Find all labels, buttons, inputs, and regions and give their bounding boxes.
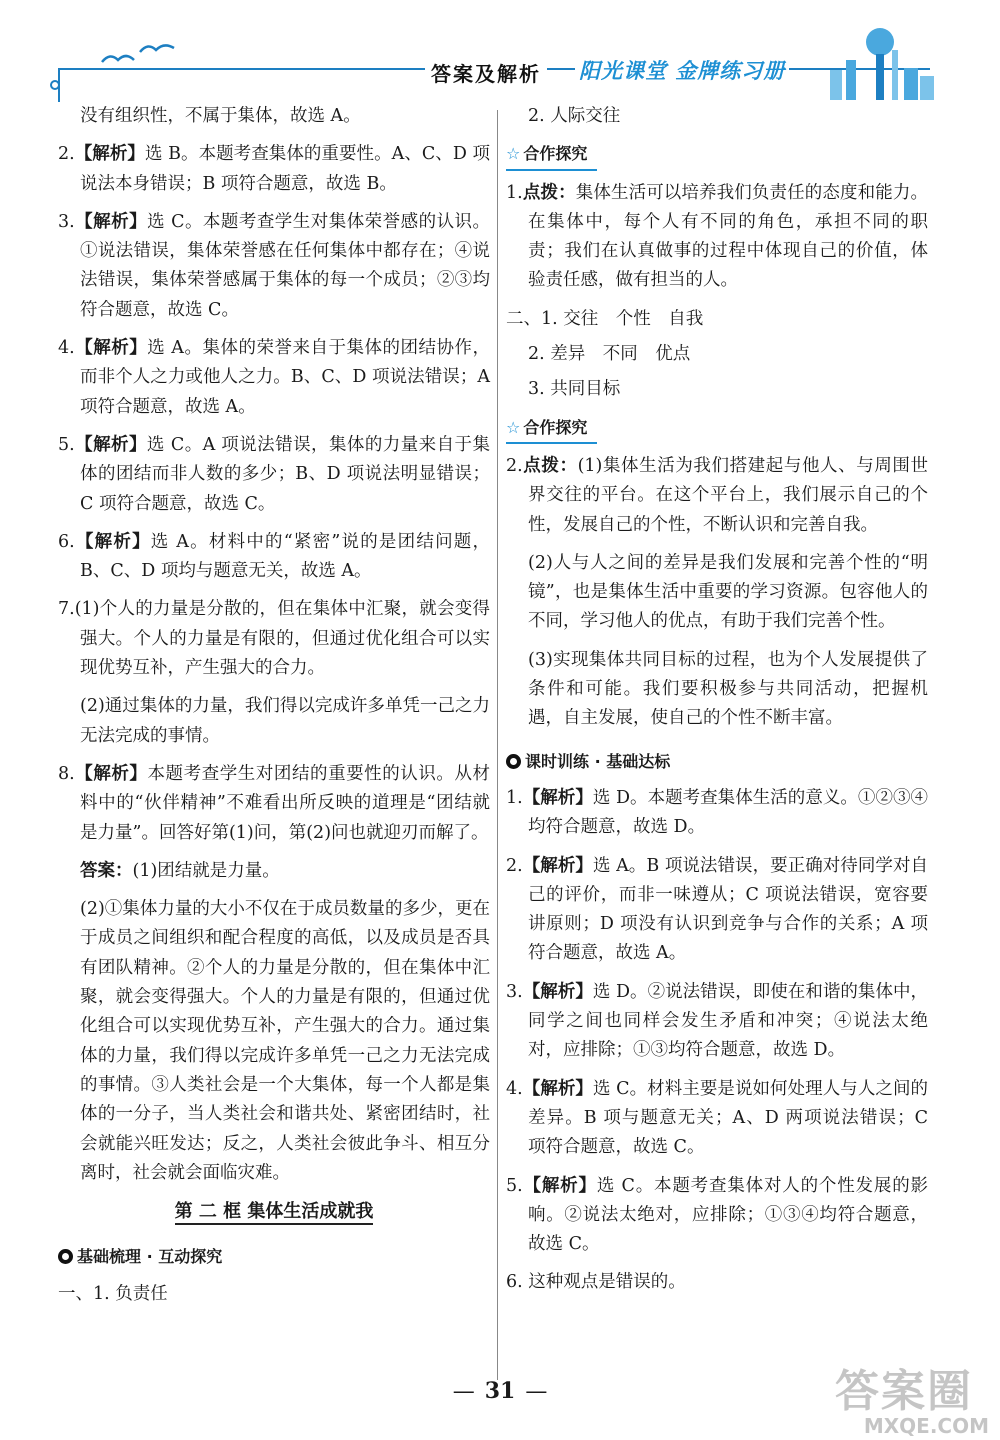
drill-item-3 — [506, 978, 928, 1066]
column-divider — [497, 110, 498, 1380]
hint-tag: 点拨： — [522, 455, 578, 476]
item-text: 选 C。本题考查学生对集体荣誉感的认识。①说法错误，集体荣誉感在任何集体中都存在；④说法错误，集体荣誉感属于集体的每一个成员；②③均符合题意，故选 C。 — [80, 211, 491, 320]
star-icon: ☆ — [506, 144, 521, 164]
answer-label: 答案： — [80, 860, 133, 881]
analysis-tag: 【解析】 — [522, 1175, 597, 1196]
continued-text: 没有组织性，不属于集体，故选 A。 — [80, 106, 361, 126]
analysis-tag: 【解析】 — [74, 763, 148, 784]
item-number: 5. — [506, 1175, 523, 1196]
item-number: 4. — [58, 338, 75, 359]
hint-2-part-2: (2)人与人之间的差异是我们发展和完善个性的“明镜”，也是集体生活中重要的学习资源。包容他人的不同，学习他人的优点，有助于我们完善个性。 — [528, 552, 928, 632]
item-number: 1. — [506, 787, 523, 808]
answer-item-6 — [58, 528, 490, 587]
analysis-tag: 【解析】 — [74, 434, 147, 455]
page-number: — 31 — — [0, 1378, 1000, 1404]
analysis-tag: 【解析】 — [74, 211, 148, 232]
item-number: 2. — [58, 144, 75, 165]
item-text: 选 B。本题考查集体的重要性。A、C、D 项说法本身错误；B 项符合题意，故选 B。 — [80, 144, 490, 194]
item-number: 6. — [58, 531, 75, 552]
header-brand: 阳光课堂 金牌练习册 — [575, 55, 789, 85]
item-text: 选 C。本题考查集体对人的个性发展的影响。②说法太绝对，应排除；①③④均符合题意，故选 C。 — [528, 1175, 929, 1255]
item-number: 7. — [58, 599, 75, 620]
answer-item-7-part-2: (2)通过集体的力量，我们得以完成许多单凭一己之力无法完成的事情。 — [80, 696, 490, 746]
badge-icon — [506, 754, 521, 769]
section-badge: 课时训练 · 基础达标 — [506, 747, 670, 776]
item-number: 1. — [506, 182, 523, 203]
item-number: 2. — [506, 455, 523, 476]
analysis-tag: 【解析】 — [74, 338, 148, 359]
answer-item-8 — [58, 760, 490, 848]
badge-icon — [58, 1249, 73, 1264]
item-text: 选 C。A 项说法错误，集体的力量来自于集体的团结而非人数的多少；B、D 项说法明显错误；C 项符合题意，故选 C。 — [80, 434, 490, 514]
answer-item-4 — [58, 334, 490, 422]
answer-item-7 — [58, 595, 490, 683]
analysis-tag: 【解析】 — [74, 144, 145, 165]
drill-item-5 — [506, 1172, 928, 1260]
analysis-tag: 【解析】 — [522, 855, 593, 876]
list-line-1: 二、1. 交往 个性 自我 — [506, 308, 704, 329]
item-text: 选 C。材料主要是说如何处理人与人之间的差异。B 项与题意无关；A、D 两项说法错误；C 项符合题意，故选 C。 — [528, 1078, 928, 1158]
answer-8-line-2: (2)①集体力量的大小不仅在于成员数量的多少，更在于成员之间组织和配合程度的高低，以及成员是否具有团队精神。②个人的力量是分散的，但在集体中汇聚，就会变得强大。个人的力量是有限的，但通过优化组合可以实现优势互补，产生强大的合力。通过集体的力量，我们得以完成许多单凭一己之力无法完成的事情。③人类社会是一个大集体，每一个人都是集体的一分子，当人类社会和谐共处、紧密团结时，社会就能兴旺发达；反之，人类社会彼此争斗、相互分离时，社会就会面临灾难。 — [80, 899, 490, 1183]
cooperation-header-1: ☆ 合作探究 — [506, 139, 597, 170]
answer-text: (1)团结就是力量。 — [132, 860, 280, 881]
hint-2-part-3: (3)实现集体共同目标的过程，也为个人发展提供了条件和可能。我们要积极参与共同活动，把握机遇，自主发展，使自己的个性不断丰富。 — [528, 649, 928, 729]
list-line-2: 2. 差异 不同 优点 — [528, 344, 691, 365]
item-text: 选 A。B 项说法错误，要正确对待同学对自己的评价，而非一味遵从；C 项说法错误，宽容要讲原则；D 项没有认识到竞争与合作的关系；A 项符合题意，故选 A。 — [528, 855, 929, 964]
analysis-tag: 【解析】 — [522, 787, 593, 808]
left-column — [58, 102, 490, 1315]
first-line: 2. 人际交往 — [528, 106, 621, 126]
star-icon: ☆ — [506, 417, 521, 437]
item-number: 3. — [506, 981, 523, 1002]
item-number: 3. — [58, 211, 75, 232]
last-line: 一、1. 负责任 — [58, 1283, 168, 1304]
analysis-tag: 【解析】 — [522, 981, 593, 1002]
hint-1 — [506, 179, 928, 296]
item-number: 8. — [58, 763, 75, 784]
answer-item-3 — [58, 208, 490, 325]
section-title: 第 二 框 集体生活成就我 — [58, 1197, 490, 1226]
item-text: 选 D。本题考查集体生活的意义。①②③④均符合题意，故选 D。 — [528, 787, 929, 838]
item-text: 选 D。②说法错误，即使在和谐的集体中，同学之间也同样会发生矛盾和冲突；④说法太绝对，应排除；①③均符合题意，故选 D。 — [528, 981, 929, 1061]
last-line: 6. 这种观点是错误的。 — [506, 1272, 686, 1293]
right-column — [506, 102, 928, 1304]
drill-item-1 — [506, 784, 928, 843]
cooperation-header-2: ☆ 合作探究 — [506, 413, 597, 444]
drill-item-2 — [506, 852, 928, 969]
drill-item-4 — [506, 1075, 928, 1163]
item-number: 2. — [506, 855, 523, 876]
city-skyline-icon — [820, 20, 940, 100]
item-number: 5. — [58, 434, 75, 455]
hint-tag: 点拨： — [522, 182, 576, 203]
answer-item-5 — [58, 431, 490, 519]
section-badge: 基础梳理 · 互动探究 — [58, 1242, 222, 1271]
list-line-3: 3. 共同目标 — [528, 379, 621, 400]
analysis-tag: 【解析】 — [74, 531, 151, 552]
hint-2 — [506, 452, 928, 540]
hint-text: 集体生活可以培养我们负责任的态度和能力。在集体中，每个人有不同的角色，承担不同的职责；我们在认真做事的过程中体现自己的价值，体验责任感，做有担当的人。 — [528, 182, 929, 291]
hint-text: (1)集体生活为我们搭建起与他人、与周围世界交往的平台。在这个平台上，我们展示自己的个性，发展自己的个性，不断认识和完善自我。 — [528, 455, 929, 535]
item-text: 选 A。集体的荣誉来自于集体的团结协作，而非个人之力或他人之力。B、C、D 项说法错误；A 项符合题意，故选 A。 — [80, 338, 491, 417]
answer-item-2 — [58, 140, 490, 199]
item-text: 选 A。材料中的“紧密”说的是团结问题，B、C、D 项均与题意无关，故选 A。 — [80, 531, 491, 582]
item-text: (1)个人的力量是分散的，但在集体中汇聚，就会变得强大。个人的力量是有限的，但通过优化组合可以实现优势互补，产生强大的合力。 — [74, 599, 490, 679]
header-title: 答案及解析 — [425, 58, 547, 87]
item-number: 4. — [506, 1078, 523, 1099]
answer-8-line-1 — [58, 857, 490, 886]
page-header — [0, 0, 1000, 110]
watermark-logo: 答案圈 MXQE.COM — [835, 1366, 989, 1438]
item-text: 本题考查学生对团结的重要性的认识。从材料中的“伙伴精神”不难看出所反映的道理是“团结就是力量”。回答好第(1)问，第(2)问也就迎刃而解了。 — [80, 763, 491, 843]
analysis-tag: 【解析】 — [522, 1078, 593, 1099]
